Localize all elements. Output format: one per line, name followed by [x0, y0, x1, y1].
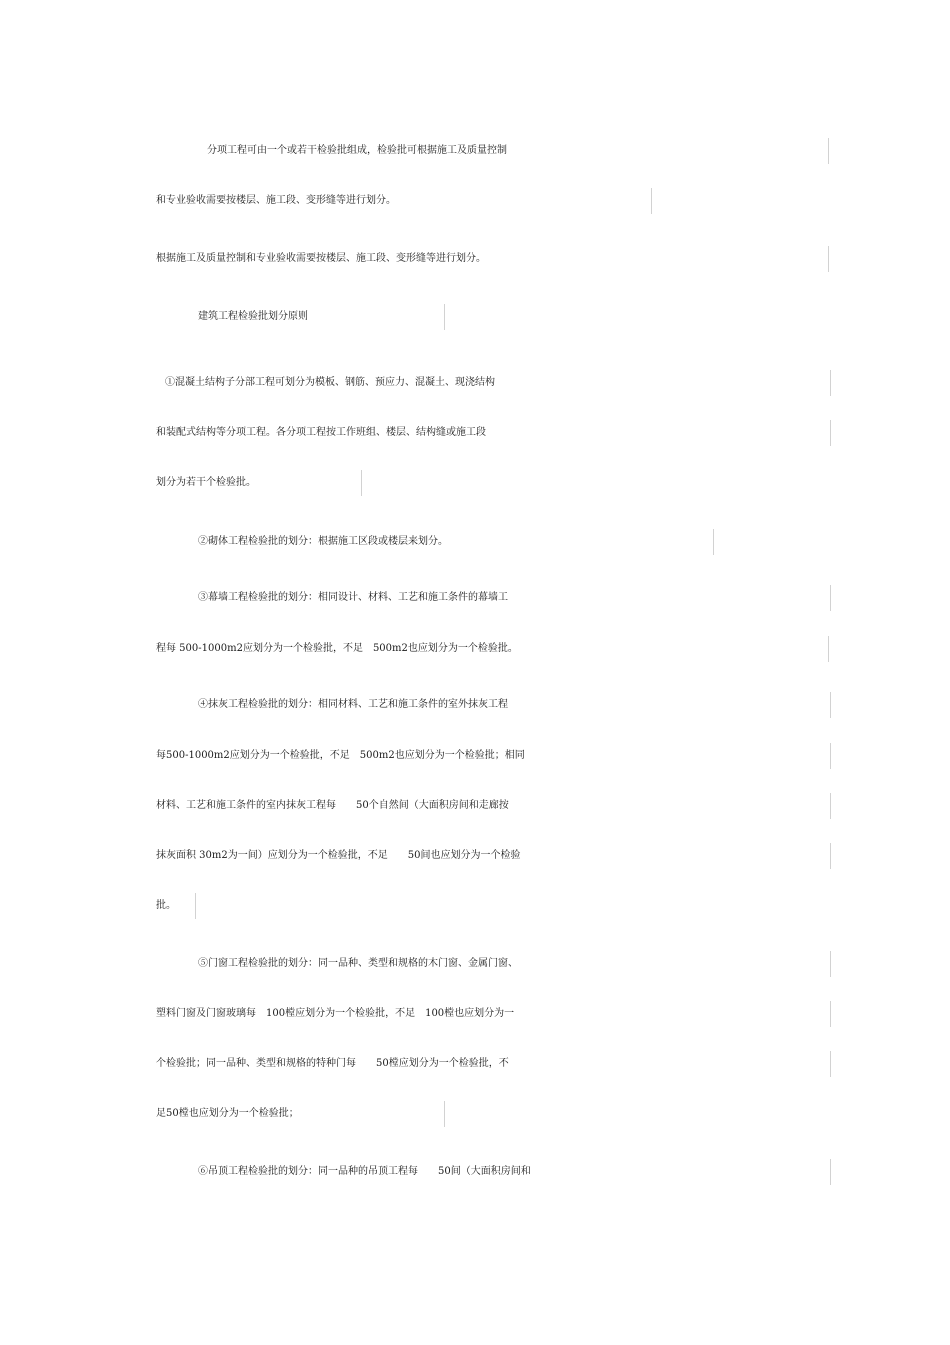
text-line: 抹灰面积 30m2为一间）应划分为一个检验批，不足 50间也应划分为一个检验: [156, 843, 831, 869]
text-line: 根据施工及质量控制和专业验收需要按楼层、施工段、变形缝等进行划分。: [156, 246, 829, 272]
text-line: 和专业验收需要按楼层、施工段、变形缝等进行划分。: [156, 188, 652, 214]
text-line: 批。: [156, 893, 196, 919]
text-line: 划分为若干个检验批。: [156, 470, 362, 496]
text-line: ⑥吊顶工程检验批的划分：同一品种的吊顶工程每 50间（大面积房间和: [198, 1159, 831, 1185]
text-line: 足50樘也应划分为一个检验批；: [156, 1101, 445, 1127]
text-line: ④抹灰工程检验批的划分：相同材料、工艺和施工条件的室外抹灰工程: [198, 692, 831, 718]
text-line: ②砌体工程检验批的划分：根据施工区段或楼层来划分。: [198, 529, 714, 555]
text-line: 材料、工艺和施工条件的室内抹灰工程每 50个自然间（大面积房间和走廊按: [156, 793, 831, 819]
text-line: 个检验批；同一品种、类型和规格的特种门每 50樘应划分为一个检验批，不: [156, 1051, 831, 1077]
text-line: ①混凝土结构子分部工程可划分为模板、钢筋、预应力、混凝土、现浇结构: [165, 370, 831, 396]
text-line: 分项工程可由一个或若干检验批组成，检验批可根据施工及质量控制: [207, 138, 829, 164]
text-line: 塑料门窗及门窗玻璃每 100樘应划分为一个检验批，不足 100樘也应划分为一: [156, 1001, 831, 1027]
section-heading: 建筑工程检验批划分原则: [198, 304, 445, 330]
text-line: ③幕墙工程检验批的划分：相同设计、材料、工艺和施工条件的幕墙工: [198, 585, 831, 611]
text-line: ⑤门窗工程检验批的划分：同一品种、类型和规格的木门窗、金属门窗、: [198, 951, 831, 977]
text-line: 每500-1000m2应划分为一个检验批，不足 500m2也应划分为一个检验批；相同: [156, 743, 831, 769]
text-line: 程每 500-1000m2应划分为一个检验批，不足 500m2也应划分为一个检验批。: [156, 636, 829, 662]
text-line: 和装配式结构等分项工程。各分项工程按工作班组、楼层、结构缝或施工段: [156, 420, 831, 446]
